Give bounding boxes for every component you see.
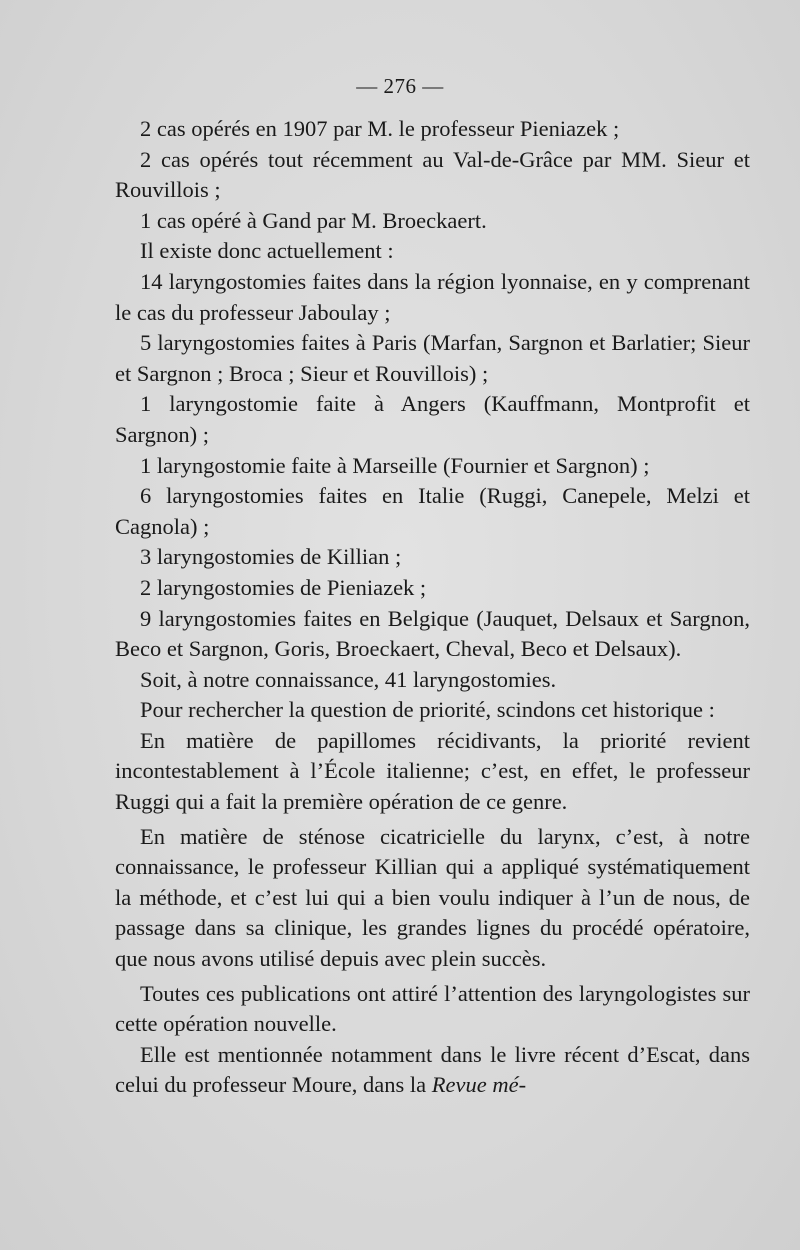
paragraph: 1 laryngostomie faite à Angers (Kauffmann, Montprofit et Sargnon) ; <box>115 391 750 447</box>
paragraph: 1 laryngostomie faite à Marseille (Fournier et Sargnon) ; <box>140 452 650 478</box>
paragraph: 5 laryngostomies faites à Paris (Marfan, Sargnon et Barlatier; Sieur et Sargnon ; Broca ; Sieur et Rouvillois) ; <box>115 330 750 386</box>
page-number: — 276 — <box>356 74 444 98</box>
paragraph: 14 laryngostomies faites dans la région lyonnaise, en y comprenant le cas du professeur Jaboulay ; <box>115 268 750 325</box>
paragraph: 9 laryngostomies faites en Belgique (Jauquet, Delsaux et Sargnon, Beco et Sargnon, Goris, Broeckaert, Cheval, Beco et Delsaux). <box>115 605 750 662</box>
paragraph: 1 cas opéré à Gand par M. Broeckaert. <box>140 207 487 233</box>
body-text <box>115 114 750 1101</box>
paragraph: En matière de sténose cicatricielle du larynx, c’est, à notre connaissance, le professeur Killian qui a appliqué systématiquement la méthode, et c’est lui qui a bien voulu indiquer à l’un de nous, de passage dans sa clinique, les grandes lignes du procédé opératoire, que nous avons utilisé depuis avec plein succès. <box>115 823 750 972</box>
paragraph: Il existe donc actuellement : <box>140 238 394 264</box>
paragraph: Pour rechercher la question de priorité, scindons cet historique : <box>140 697 715 723</box>
paragraph: 2 cas opérés en 1907 par M. le professeur Pieniazek ; <box>140 116 620 141</box>
paragraph: 2 cas opérés tout récemment au Val-de-Grâce par MM. Sieur et Rouvillois ; <box>115 146 750 203</box>
paragraph: En matière de papillomes récidivants, la priorité revient incontestablement à l’École italienne; c’est, en effet, le professeur Ruggi qui a fait la première opération de ce genre. <box>115 727 750 815</box>
journal-title-italic: Revue mé- <box>431 1072 527 1098</box>
last-paragraph-text: Elle est mentionnée notamment dans le livre récent d’Escat, dans celui du professeur Moure, dans la <box>115 1041 750 1098</box>
paragraph: 3 laryngostomies de Killian ; <box>140 544 402 570</box>
last-paragraph <box>115 1040 750 1101</box>
paragraph: Soit, à notre connaissance, 41 laryngostomies. <box>140 666 557 692</box>
paragraph: Toutes ces publications ont attiré l’attention des laryngologistes sur cette opération nouvelle. <box>115 980 750 1037</box>
paragraph: 2 laryngostomies de Pieniazek ; <box>140 574 427 600</box>
paragraph: 6 laryngostomies faites en Italie (Ruggi, Canepele, Melzi et Cagnola) ; <box>115 483 750 539</box>
